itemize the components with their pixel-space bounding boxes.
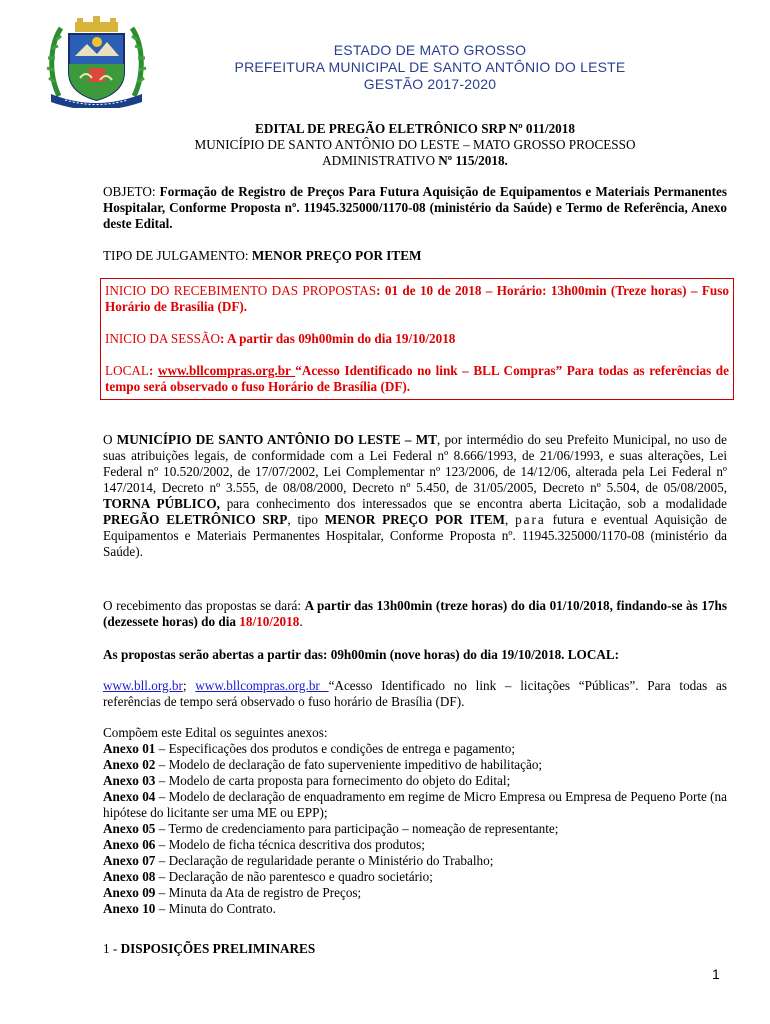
para3-opening: As propostas serão abertas a partir das: 09h00min (nove horas) do dia 19/10/2018. LOCAL: [103,647,620,662]
objeto-text: Formação de Registro de Preços Para Futura Aquisição de Equipamentos e Materiais Permanentes Hospitalar, Conforme Proposta nº. 11945.325000/1170-08 (ministério da Saúde) e Termo de Referência, Anexo deste Edital. [103,184,727,231]
tipo-label: TIPO DE JULGAMENTO: [103,248,252,263]
edital-number: EDITAL DE PREGÃO ELETRÔNICO SRP Nº 011/2018 [255,121,575,136]
annex-text: – Declaração de não parentesco e quadro societário; [155,869,433,884]
annex-item [103,757,727,773]
municipal-crest-logo [45,16,148,108]
intro-paragraph [103,432,727,560]
annex-label: Anexo 05 [103,821,156,836]
annex-text: – Minuta da Ata de registro de Preços; [155,885,362,900]
annex-label: Anexo 01 [103,741,156,756]
process-number: Nº 115/2018. [438,153,508,168]
annex-label: Anexo 07 [103,853,156,868]
annex-text: – Modelo de ficha técnica descritiva dos produtos; [155,837,425,852]
para1-text-2: , por intermédio do seu Prefeito Municipal, no uso de suas atribuições legais, de conformidade com a Lei Federal nº 8.666/1993, de 21/06/1993, e suas alterações, Lei Federal nº 10.520/2002, de 17/07/2002, Lei Complementar nº 123/2006, de 14/12/06, alterada pela Lei Federal nº 147/2014, Decreto nº 3.555, de 08/08/2000, Decreto nº 5.450, de 31/05/2005, Decreto nº 5.504, de 05/08/2005, [103,432,727,495]
bllcompras-link[interactable]: www.bllcompras.org.br [195,678,329,693]
para1-text-3: para conhecimento dos interessados que se encontra aberta Licitação, sob a modalidade [219,496,727,511]
annex-item [103,901,727,917]
para1-tipo: MENOR PREÇO POR ITEM [324,512,505,527]
para4-text: “Acesso Identificado no link – licitações “Públicas”. Para todas as referências de tempo será observado o fuso horário de Brasília (DF). [103,678,727,709]
notice-local-colon: : [148,363,158,378]
section-heading [103,941,727,957]
letterhead [150,42,710,93]
annex-item [103,821,727,837]
schedule-notice-box [100,278,734,400]
annex-item [103,837,727,853]
annex-text: – Declaração de regularidade perante o Ministério do Trabalho; [155,853,494,868]
section-number: 1 - [103,941,121,956]
edital-title [103,121,727,169]
process-prefix: ADMINISTRATIVO [322,153,439,168]
annex-item [103,869,727,885]
annex-item [103,789,727,821]
para1-text-4: , tipo [287,512,325,527]
notice-local-link[interactable]: www.bllcompras.org.br [157,363,296,378]
tipo-value: MENOR PREÇO POR ITEM [251,248,422,263]
notice-local-value: “Acesso Identificado no link – BLL Compras” Para todas as referências de tempo será observado o fuso Horário de Brasília (DF). [105,363,729,394]
annex-label: Anexo 08 [103,869,156,884]
annex-item [103,741,727,757]
annex-label: Anexo 09 [103,885,156,900]
para1-modalidade: PREGÃO ELETRÔNICO SRP [103,512,288,527]
annex-text: – Modelo de declaração de enquadramento em regime de Micro Empresa ou Empresa de Pequeno Porte (na hipótese do licitante ser uma ME ou EPP); [103,789,727,820]
annex-label: Anexo 06 [103,837,156,852]
notice-inicio-label: INICIO DO RECEBIMENTO DAS PROPOSTAS [105,283,377,298]
links-separator: ; [182,678,196,693]
section-title: DISPOSIÇÕES PRELIMINARES [120,941,316,956]
page-number: 1 [712,966,720,982]
para1-torna-publico: TORNA PÚBLICO, [103,496,220,511]
proposals-opening-paragraph [103,647,727,663]
annex-label: Anexo 02 [103,757,156,772]
links-paragraph [103,678,727,710]
annex-text: – Especificações dos produtos e condições de entrega e pagamento; [155,741,515,756]
header-prefecture: PREFEITURA MUNICIPAL DE SANTO ANTÔNIO DO LESTE [234,59,626,75]
bll-link[interactable]: www.bll.org.br [103,678,183,693]
annexes-list [103,725,727,917]
proposals-receipt-paragraph [103,598,727,630]
header-term: GESTÃO 2017-2020 [363,76,497,92]
para2-end-date: 18/10/2018 [239,614,300,629]
notice-sessao-label: INICIO DA SESSÃO [105,331,221,346]
para1-spaced-word: para [515,512,546,527]
para2-text-2: . [299,614,303,629]
tipo-julgamento [103,248,727,264]
annex-text: – Modelo de declaração de fato superveniente impeditivo de habilitação; [155,757,543,772]
annexes-intro: Compõem este Edital os seguintes anexos: [103,725,328,740]
para1-text-1: O [103,432,117,447]
notice-local-label: LOCAL [105,363,149,378]
annex-item [103,773,727,789]
annex-text: – Modelo de carta proposta para fornecimento do objeto do Edital; [155,773,511,788]
annex-label: Anexo 03 [103,773,156,788]
notice-local [105,363,729,395]
para2-dates: A partir das 13h00min (treze horas) do dia 01/10/2018, findando-se às 17hs (dezessete horas) do dia [103,598,727,629]
notice-sessao-value: : A partir das 09h00min do dia 19/10/2018 [220,331,456,346]
annex-text: – Minuta do Contrato. [155,901,276,916]
header-state: ESTADO DE MATO GROSSO [333,42,527,58]
objeto-label: OBJETO: [103,184,160,199]
para1-text-5: , [504,512,516,527]
annex-label: Anexo 10 [103,901,156,916]
annex-text: – Termo de credenciamento para participação – nomeação de representante; [155,821,559,836]
annex-item [103,885,727,901]
notice-inicio-value: : 01 de 10 de 2018 – Horário: 13h00min (Treze horas) – Fuso Horário de Brasília (DF). [105,283,729,314]
notice-inicio [105,283,729,315]
municipality-process: MUNICÍPIO DE SANTO ANTÔNIO DO LESTE – MATO GROSSO PROCESSO [194,137,636,152]
para1-text-6: futura e eventual Aquisição de Equipamentos e Materiais Permanentes Hospitalar, Conforme Proposta nº. 11945.325000/1170-08 (ministério da Saúde). [103,512,728,559]
objeto-paragraph [103,184,727,232]
notice-sessao [105,331,729,347]
para2-text-1: O recebimento das propostas se dará: [103,598,305,613]
annex-label: Anexo 04 [103,789,156,804]
para1-municipality: MUNICÍPIO DE SANTO ANTÔNIO DO LESTE – MT [116,432,437,447]
annex-item [103,853,727,869]
